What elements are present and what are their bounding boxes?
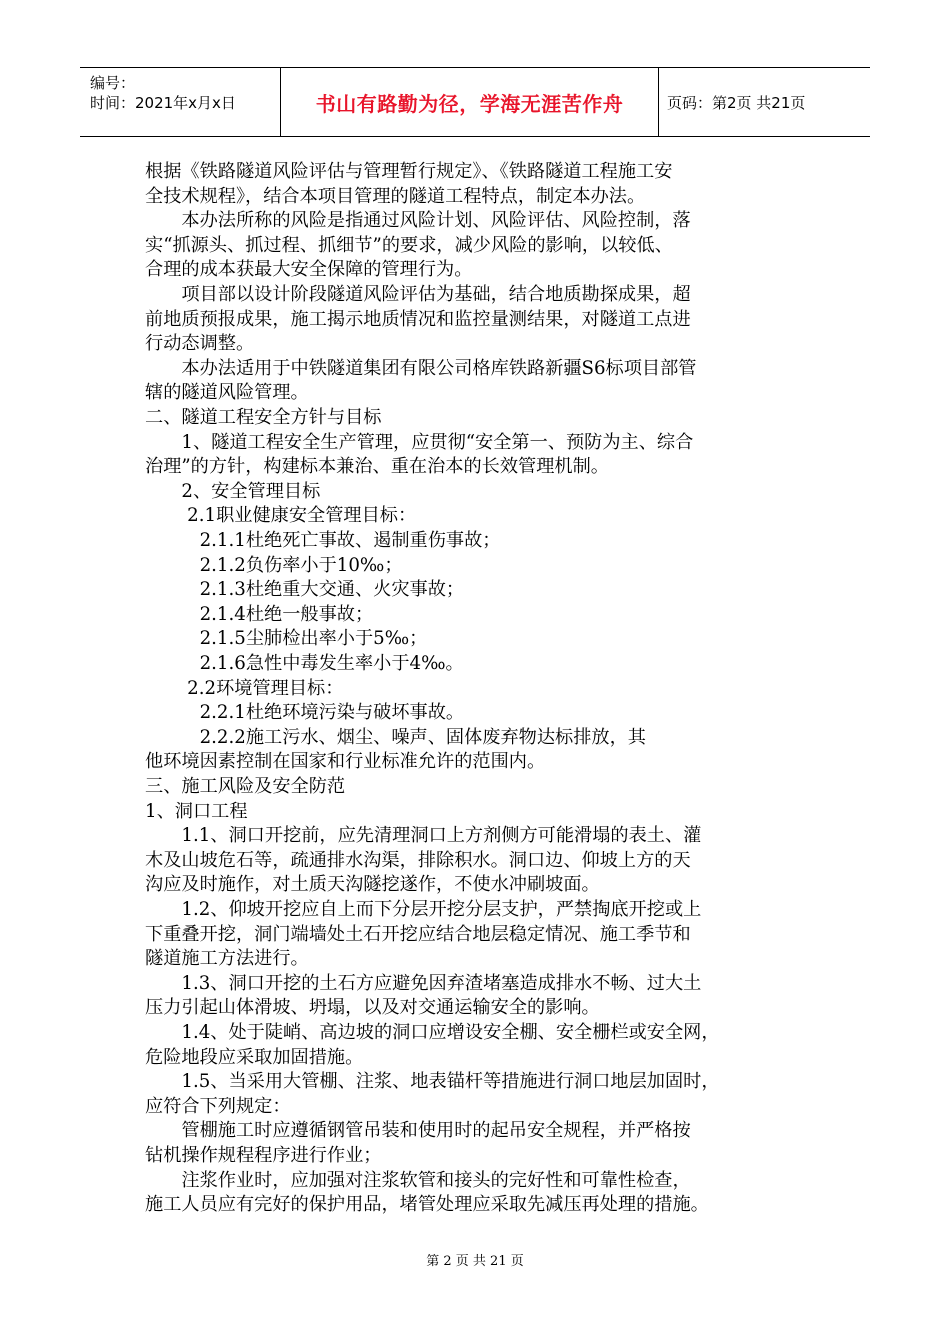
text-line: 本办法适用于中铁隧道集团有限公司格库铁路新疆S6标项目部管 [145, 357, 697, 379]
text-line: 1.4、处于陡峭、高边坡的洞口应增设安全棚、安全栅栏或安全网， [145, 1022, 720, 1043]
text-line: 2.1.1杜绝死亡事故、遏制重伤事故； [145, 530, 501, 551]
text-line: 1、洞口工程 [145, 800, 248, 822]
text-line: 管棚施工时应遵循钢管吊装和使用时的起吊安全规程，并严格按 [145, 1120, 691, 1142]
text-line: 1.2、仰坡开挖应自上而下分层开挖分层支护，严禁掏底开挖或上 [145, 899, 702, 920]
text-line: 应符合下列规定： [145, 1095, 291, 1117]
text-line: 本办法所称的风险是指通过风险计划、风险评估、风险控制，落 [145, 210, 691, 232]
text-line: 2.2.2施工污水、烟尘、噪声、固体废弃物达标排放，其 [145, 726, 646, 748]
text-line: 施工人员应有完好的保护用品，堵管处理应采取先减压再处理的措施。 [145, 1194, 709, 1216]
text-line: 木及山坡危石等，疏通排水沟渠，排除积水。洞口边、仰坡上方的天 [145, 849, 691, 871]
text-line: 辖的隧道风险管理。 [145, 382, 309, 404]
text-line: 2.1.3杜绝重大交通、火灾事故； [145, 579, 465, 601]
text-line: 2.1.4杜绝一般事故； [145, 603, 374, 625]
header-meta-cell [80, 68, 281, 136]
text-line: 实“抓源头、抓过程、抓细节”的要求，减少风险的影响，以较低、 [145, 234, 673, 256]
header-page-info: 页码：第2页 共21页 [667, 93, 806, 112]
text-line: 治理”的方针，构建标本兼治、重在治本的长效管理机制。 [145, 456, 609, 478]
text-line: 二、隧道工程安全方针与目标 [145, 407, 382, 428]
text-line: 压力引起山体滑坡、坍塌，以及对交通运输安全的影响。 [145, 997, 600, 1019]
text-line: 合理的成本获最大安全保障的管理行为。 [145, 259, 473, 281]
text-line: 下重叠开挖，洞门端墙处土石开挖应结合地层稳定情况、施工季节和 [145, 923, 691, 945]
text-line: 危险地段应采取加固措施。 [145, 1046, 364, 1068]
text-line: 2.2环境管理目标： [145, 677, 344, 699]
text-line: 全技术规程》，结合本项目管理的隧道工程特点，制定本办法。 [145, 185, 646, 207]
text-line: 1.5、当采用大管棚、注浆、地表锚杆等措施进行洞口地层加固时， [145, 1071, 720, 1093]
text-line: 2.1.2负伤率小于10‰； [145, 554, 403, 576]
text-line: 2.1职业健康安全管理目标： [145, 505, 417, 527]
text-line: 沟应及时施作，对土质天沟隧挖遂作，不使水冲刷坡面。 [145, 874, 600, 896]
text-line: 1、隧道工程安全生产管理，应贯彻“安全第一、预防为主、综合 [145, 431, 694, 453]
text-line: 项目部以设计阶段隧道风险评估为基础，结合地质勘探成果，超 [145, 284, 691, 305]
page-header [80, 67, 870, 137]
text-line: 钻机操作规程程序进行作业； [145, 1145, 382, 1166]
text-line: 2、安全管理目标 [145, 480, 321, 502]
document-date-label: 时间：2021年x月x日 [90, 94, 236, 112]
header-motto: 书山有路勤为径，学海无涯苦作舟 [315, 91, 624, 116]
document-number-label: 编号： [90, 74, 136, 92]
text-line: 注浆作业时，应加强对注浆软管和接头的完好性和可靠性检查， [145, 1169, 691, 1191]
text-line: 1.1、洞口开挖前，应先清理洞口上方剂侧方可能滑塌的表土、灌 [145, 825, 702, 847]
text-line: 隧道施工方法进行。 [145, 948, 309, 970]
text-line: 他环境因素控制在国家和行业标准允许的范围内。 [145, 751, 546, 773]
text-line: 2.1.5尘肺检出率小于5‰； [145, 628, 428, 650]
text-line: 根据《铁路隧道风险评估与管理暂行规定》、《铁路隧道工程施工安 [145, 161, 673, 182]
text-line: 三、施工风险及安全防范 [145, 776, 346, 797]
header-motto-cell [281, 68, 659, 136]
text-line: 1.3、洞口开挖的土石方应避免因弃渣堵塞造成排水不畅、过大土 [145, 972, 702, 994]
text-line: 前地质预报成果，施工揭示地质情况和监控量测结果，对隧道工点进 [145, 308, 691, 330]
text-line: 2.1.6急性中毒发生率小于4‰。 [145, 653, 464, 674]
text-line: 2.2.1杜绝环境污染与破坏事故。 [145, 702, 465, 724]
text-line: 行动态调整。 [145, 333, 255, 355]
page-footer: 第 2 页 共 21 页 [426, 1254, 524, 1269]
